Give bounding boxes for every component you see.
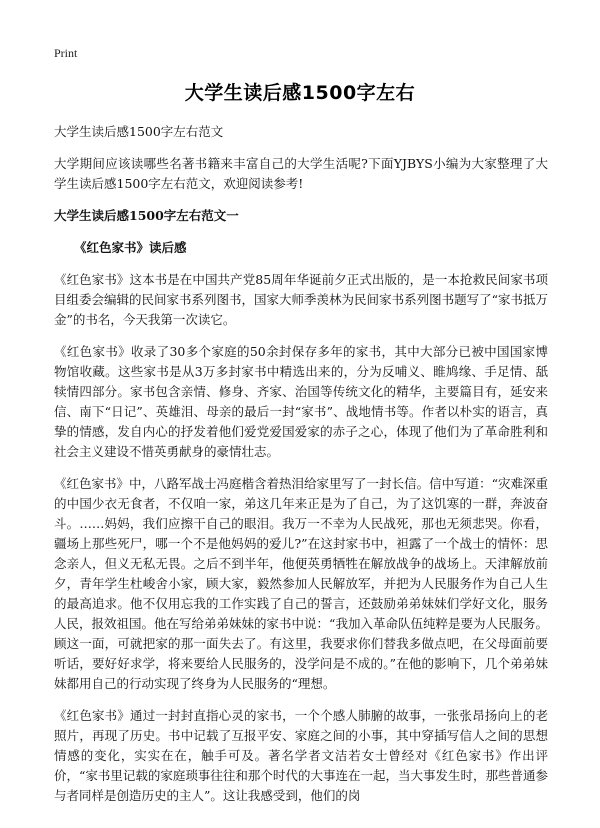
print-link[interactable]: Print <box>54 46 78 60</box>
body-paragraph: 《红色家书》通过一封封直指心灵的家书，一个个感人肺腑的故事，一张张昂扬向上的老照片，再现了历史。书中记载了互报平安、家庭之间的小事，其中穿插写信人之间的思想情感的变化，实实在在，触手可及。著名学者文洁若女士曾经对《红色家书》作出评价，“家书里记载的家庭琐事往往和那个时代的大事连在一起，当大事发生时，那些普通参与者同样是创造历史的主人”。这让我感受到，他们的岗 <box>54 708 548 803</box>
page-title: 大学生读后感1500字左右 <box>184 82 416 104</box>
body-paragraph: 《红色家书》中，八路军战士冯庭楷含着热泪给家里写了一封长信。信中写道：“灾难深重的中国少衣无食者，不仅咱一家，弟这几年来正是为了自己，为了这饥寒的一群，奔波奋斗。……妈妈，我们应擦干自己的眼泪。我万一不幸为人民战死，那也无须悲哭。你看，疆场上那些死尸，哪一个不是他妈妈的爱儿?”在这封家书中，袒露了一个战士的情怀：思念亲人，但义无私无畏。之后不到半年，他便英勇牺牲在解放战争的战场上。天津解放前夕，青年学生杜峻舍小家，顾大家，毅然参加人民解放军，并把为人民服务作为自己人生的最高追求。他不仅用忘我的工作实践了自己的誓言，还鼓励弟弟妹妹们学好文化，服务人民，报效祖国。他在写给弟弟妹妹的家书中说：“我加入革命队伍纯粹是要为人民服务。顾这一面，可就把家的那一面失去了。有这里，我要求你们替我多做点吧，在父母面前要听话，要好好求学，将来要给人民服务的，没学问是不成的。”在他的影响下，几个弟弟妹妹都用自己的行动实现了终身为人民服务的“理想。 <box>54 476 548 691</box>
intro-paragraph: 大学期间应该读哪些名著书籍来丰富自己的大学生活呢?下面YJBYS小编为大家整理了大学生读后感1500字左右范文，欢迎阅读参考! <box>54 156 548 191</box>
body-paragraph: 《红色家书》这本书是在中国共产党85周年华诞前夕正式出版的，是一本抢救民间家书项目组委会编辑的民间家书系列图书，国家大师季羡林为民间家书系列图书题写了“家书抵万金”的书名，今天我第一次读它。 <box>54 272 548 327</box>
book-review-heading: 《红色家书》读后感 <box>74 240 187 255</box>
article-subtitle: 大学生读后感1500字左右范文 <box>54 124 224 139</box>
article-body <box>54 122 548 818</box>
section-heading: 大学生读后感1500字左右范文一 <box>54 208 239 223</box>
body-paragraph: 《红色家书》收录了30多个家庭的50余封保存多年的家书，其中大部分已被中国国家博物馆收藏。这些家书是从3万多封家书中精选出来的，分为反哺义、睢鸠缘、手足情、舐犊情四部分。家书包含亲情、修身、齐家、治国等传统文化的精华，主要篇目有，延安来信、南下“日记”、英雄泪、母亲的最后一封“家书”、战地情书等。作者以朴实的语言，真挚的情感，发自内心的抒发着他们爱党爱国爱家的赤子之心，体现了他们为了革命胜利和社会主义建设不惜英勇献身的豪情壮志。 <box>54 344 548 459</box>
